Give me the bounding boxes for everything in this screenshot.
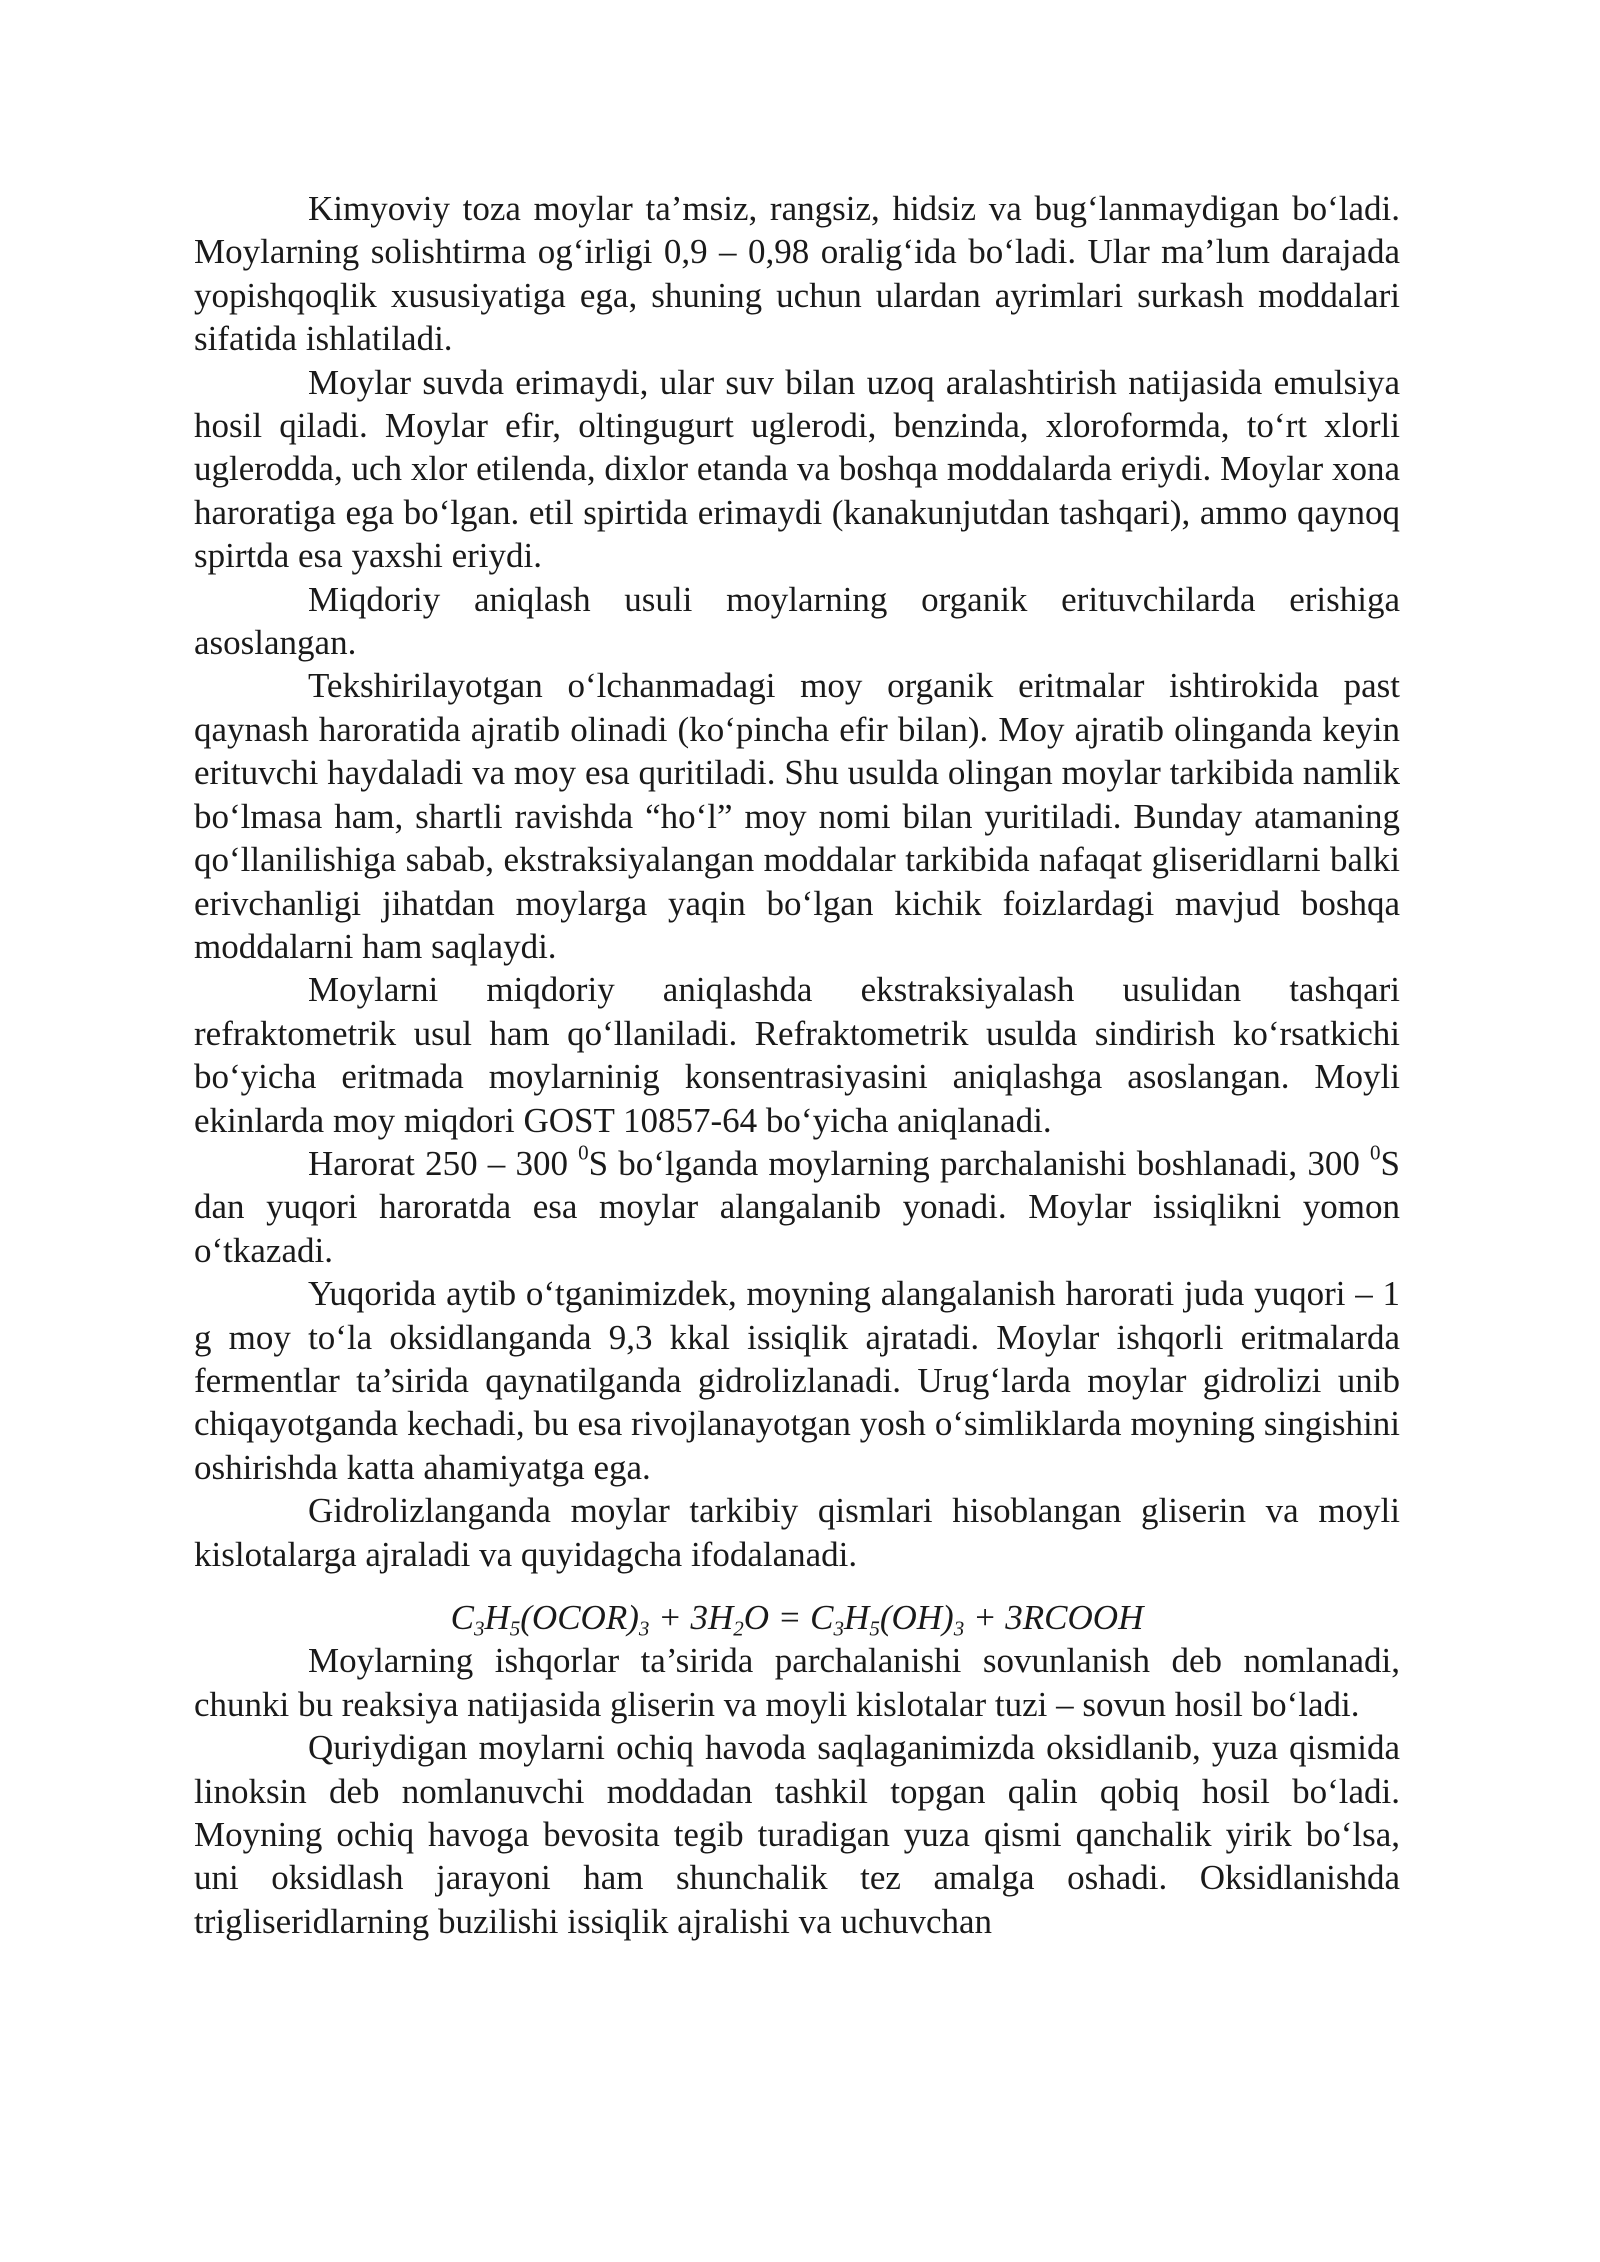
temp-text-1: Harorat 250 – 300 xyxy=(308,1143,579,1183)
document-body xyxy=(194,187,1400,1943)
temp-text-2: S bo‘lganda moylarning parchalanishi boshlanadi, 300 xyxy=(588,1143,1371,1183)
temp-text-3: S dan yuqori haroratda esa moylar alangalanib yonadi. Moylar issiqlikni yomon o‘tkazadi. xyxy=(194,1143,1400,1270)
degree-superscript: 0 xyxy=(578,1140,589,1165)
paragraph-oxidation: Quriydigan moylarni ochiq havoda saqlaganimizda oksidlanib, yuza qismida linoksin deb nomlanuvchi moddadan tashkil topgan qalin qobiq hosil bo‘ladi. Moyning ochiq havoga bevosita tegib turadigan yuza qismi qanchalik yirik bo‘lsa, uni oksidlash jarayoni ham shunchalik tez amalga oshadi. Oksidlanishda trigliseridlarning buzilishi issiqlik ajralishi va uchuvchan xyxy=(194,1728,1400,1941)
paragraph-temperature xyxy=(194,1142,1400,1272)
paragraph-method: Miqdoriy aniqlash usuli moylarning organik erituvchilarda erishiga asoslangan. xyxy=(194,579,1400,663)
paragraph-hydrolysis: Yuqorida aytib o‘tganimizdek, moyning alangalanish harorati juda yuqori – 1 g moy to‘la oksidlanganda 9,3 kkal issiqlik ajratadi. Moylar ishqorli eritmalarda fermentlar ta’sirida qaynatilganda gidrolizlanadi. Urug‘larda moylar gidrolizi unib chiqayotganda kechadi, bu esa rivojlanayotgan yosh o‘simliklarda moyning singishini oshirishda katta ahamiyatga ega. xyxy=(194,1274,1400,1487)
paragraph-glycerin: Gidrolizlanganda moylar tarkibiy qismlari hisoblangan gliserin va moyli kislotalarga ajraladi va quyidagcha ifodalanadi. xyxy=(194,1491,1400,1574)
paragraph-refractometric: Moylarni miqdoriy aniqlashda ekstraksiyalash usulidan tashqari refraktometrik usul ham qo‘llaniladi. Refraktometrik usulda sindirish ko‘rsatkichi bo‘yicha eritmada moylarninig konsentrasiyasini aniqlashga asoslangan. Moyli ekinlarda moy miqdori GOST 10857-64 bo‘yicha aniqlanadi. xyxy=(194,970,1400,1140)
chemical-equation: $C_3H_5(OCOR)_3 + 3H_2O = C_3H_5(OH)_3$ + 3RCOOH xyxy=(450,1598,1144,1641)
paragraph-properties: Kimyoviy toza moylar ta’msiz, rangsiz, hidsiz va bug‘lanmaydigan bo‘ladi. Moylarning solishtirma og‘irligi 0,9 – 0,98 oralig‘ida bo‘ladi. Ular ma’lum darajada yopishqoqlik xususiyatiga ega, shuning uchun ulardan ayrimlari surkash moddalari sifatida ishlatiladi. xyxy=(194,189,1400,359)
paragraph-solubility: Moylar suvda erimaydi, ular suv bilan uzoq aralashtirish natijasida emulsiya hosil qiladi. Moylar efir, oltingugurt uglerodi, benzinda, xloroformda, to‘rt xlorli uglerodda, uch xlor etilenda, dixlor etanda va boshqa moddalarda eriydi. Moylar xona haroratiga ega bo‘lgan. etil spirtida erimaydi (kanakunjutdan tashqari), ammo qaynoq spirtda esa yaxshi eriydi. xyxy=(194,362,1400,576)
paragraph-extraction: Tekshirilayotgan o‘lchanmadagi moy organik eritmalar ishtirokida past qaynash haroratida ajratib olinadi (ko‘pincha efir bilan). Moy ajratib olinganda keyin erituvchi haydaladi va moy esa quritiladi. Shu usulda olingan moylar tarkibida namlik bo‘lmasa ham, shartli ravishda “ho‘l” moy nomi bilan yuritiladi. Bunday atamaning qo‘llanilishiga sabab, ekstraksiyalangan moddalar tarkibida nafaqat gliseridlarni balki erivchanligi jihatdan moylarga yaqin bo‘lgan kichik foizlardagi mavjud boshqa moddalarni ham saqlaydi. xyxy=(194,666,1400,966)
degree-superscript: 0 xyxy=(1370,1140,1381,1165)
paragraph-saponification: Moylarning ishqorlar ta’sirida parchalanishi sovunlanish deb nomlanadi, chunki bu reaksiya natijasida gliserin va moyli kislotalar tuzi – sovun hosil bo‘ladi. xyxy=(194,1641,1400,1724)
